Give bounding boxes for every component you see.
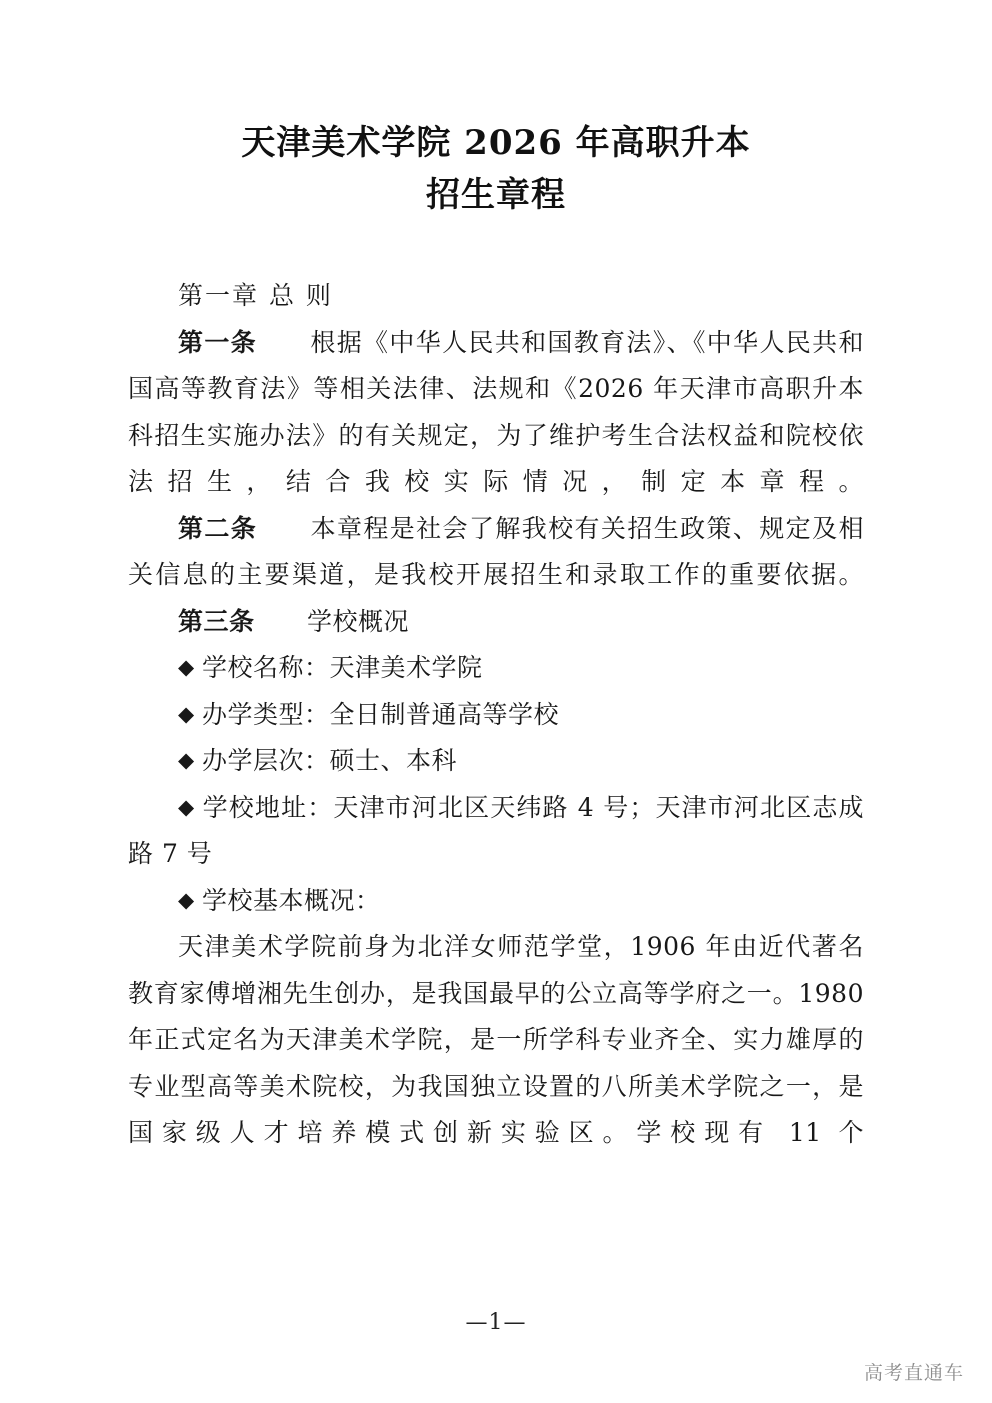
diamond-icon: ◆ — [178, 748, 195, 773]
bullet-school-type — [128, 692, 864, 739]
title-line-1: 天津美术学院 2026 年高职升本 — [241, 123, 751, 163]
article-1-text: 根据《中华人民共和国教育法》、《中华人民共和国高等教育法》等相关法律、法规和《2026 年天津市高职升本科招生实施办法》的有关规定，为了维护考生合法权益和院校依法招生，结合我校实际情况，制定本章程。 — [128, 327, 864, 497]
document-body — [0, 273, 992, 1157]
diamond-icon: ◆ — [178, 887, 195, 912]
page-number: —1— — [465, 1310, 527, 1335]
watermark: 高考直通车 — [863, 1362, 964, 1384]
page-title — [0, 118, 992, 221]
diamond-icon: ◆ — [178, 655, 195, 680]
bullet-school-address-label: 学校地址： — [202, 792, 334, 822]
bullet-school-level-label: 办学层次： — [202, 746, 330, 776]
article-1 — [128, 320, 864, 506]
article-3 — [128, 599, 864, 646]
chapter-heading: 第一章 总 则 — [178, 281, 333, 311]
overview-paragraph: 天津美术学院前身为北洋女师范学堂，1906 年由近代著名教育家傅增湘先生创办，是我国最早的公立高等学府之一。1980 年正式定名为天津美术学院，是一所学科专业齐全、实力雄厚的专业型高等美术院校，为我国独立设置的八所美术学院之一，是国家级人才培养模式创新实验区。学校现有 11 个 — [128, 932, 864, 1148]
bullet-school-address-value: 天津市河北区天纬路 4 号；天津市河北区志成路 7 号 — [128, 792, 864, 869]
article-2-text: 本章程是社会了解我校有关招生政策、规定及相关信息的主要渠道，是我校开展招生和录取工作的重要依据。 — [128, 513, 864, 590]
bullet-school-level-value: 硕士、本科 — [329, 746, 458, 776]
article-2-label: 第二条 — [178, 513, 258, 543]
article-3-label: 第三条 — [178, 606, 255, 636]
diamond-icon: ◆ — [178, 701, 195, 726]
bullet-school-level — [128, 738, 864, 785]
bullet-school-name — [128, 645, 864, 692]
bullet-school-type-label: 办学类型： — [202, 699, 330, 729]
diamond-icon: ◆ — [178, 794, 196, 819]
bullet-school-overview — [128, 878, 864, 925]
title-line-2: 招生章程 — [426, 174, 566, 215]
bullet-school-overview-label: 学校基本概况： — [202, 885, 381, 915]
article-1-label: 第一条 — [178, 327, 258, 357]
bullet-school-name-label: 学校名称： — [202, 653, 330, 683]
article-2 — [128, 506, 864, 599]
bullet-school-name-value: 天津美术学院 — [329, 653, 483, 683]
article-3-text: 学校概况 — [307, 606, 410, 636]
bullet-school-address — [128, 785, 864, 878]
bullet-school-type-value: 全日制普通高等学校 — [329, 699, 560, 729]
